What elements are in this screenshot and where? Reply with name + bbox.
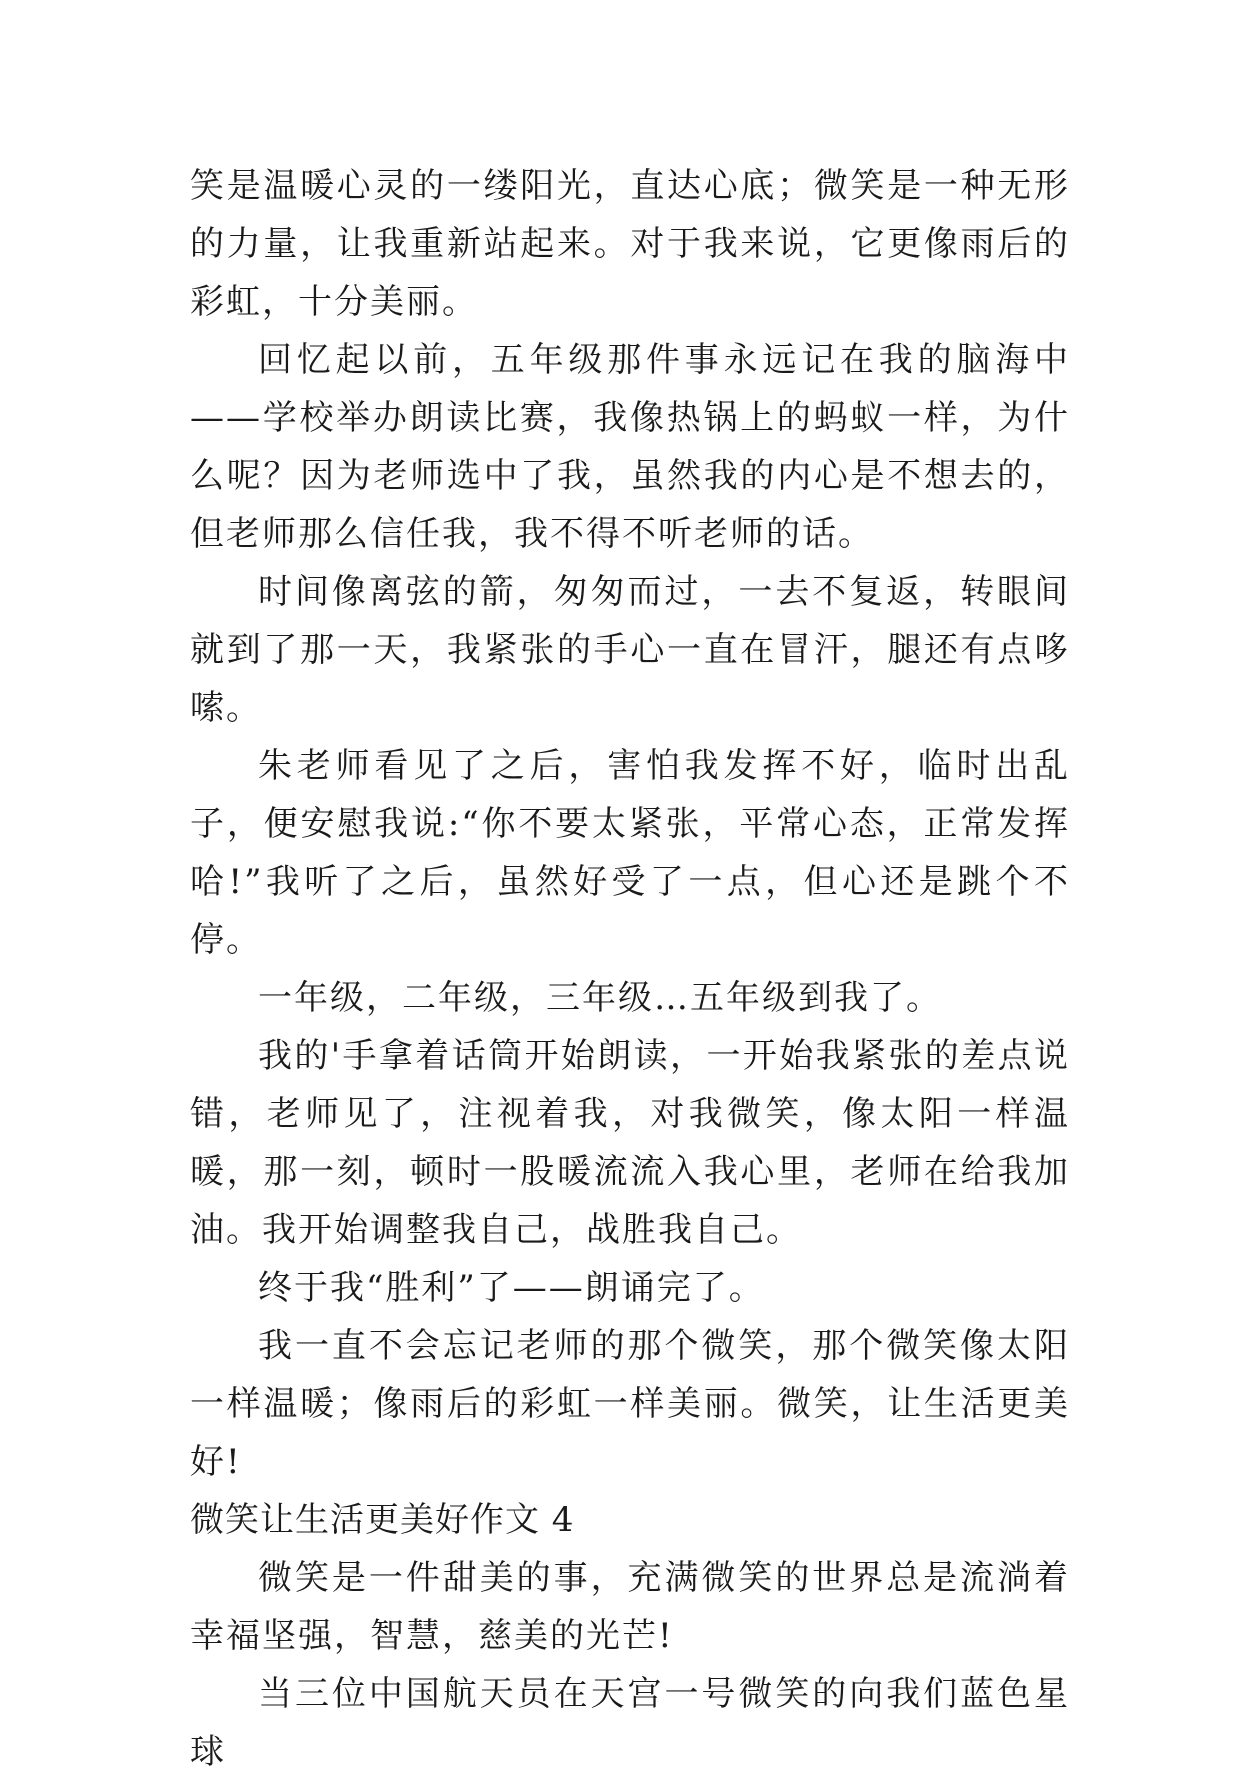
paragraph: 终于我“胜利”了——朗诵完了。 — [258, 1268, 765, 1308]
paragraph: 时间像离弦的箭，匆匆而过，一去不复返，转眼间就到了那一天，我紧张的手心一直在冒汗，腿还有点哆嗦。 — [190, 572, 1070, 728]
paragraph: 一年级，二年级，三年级…五年级到我了。 — [258, 978, 942, 1018]
paragraph: 微笑是一件甜美的事，充满微笑的世界总是流淌着幸福坚强，智慧，慈美的光芒! — [190, 1558, 1070, 1656]
paragraph: 我的'手拿着话筒开始朗读，一开始我紧张的差点说错，老师见了，注视着我，对我微笑，像太阳一样温暖，那一刻，顿时一股暖流流入我心里，老师在给我加油。我开始调整我自己，战胜我自己。 — [190, 1036, 1070, 1250]
paragraph: 当三位中国航天员在天宫一号微笑的向我们蓝色星球 — [190, 1674, 1070, 1772]
paragraph: 我一直不会忘记老师的那个微笑，那个微笑像太阳一样温暖；像雨后的彩虹一样美丽。微笑，让生活更美好! — [190, 1326, 1070, 1482]
document-body — [190, 157, 1070, 1781]
paragraph: 笑是温暖心灵的一缕阳光，直达心底；微笑是一种无形的力量，让我重新站起来。对于我来说，它更像雨后的彩虹，十分美丽。 — [190, 166, 1070, 322]
paragraph: 回忆起以前，五年级那件事永远记在我的脑海中——学校举办朗读比赛，我像热锅上的蚂蚁一样，为什么呢？因为老师选中了我，虽然我的内心是不想去的，但老师那么信任我，我不得不听老师的话。 — [190, 340, 1070, 554]
paragraph: 朱老师看见了之后，害怕我发挥不好，临时出乱子，便安慰我说:“你不要太紧张，平常心态，正常发挥哈!”我听了之后，虽然好受了一点，但心还是跳个不停。 — [190, 746, 1070, 960]
section-heading: 微笑让生活更美好作文 4 — [190, 1500, 575, 1540]
